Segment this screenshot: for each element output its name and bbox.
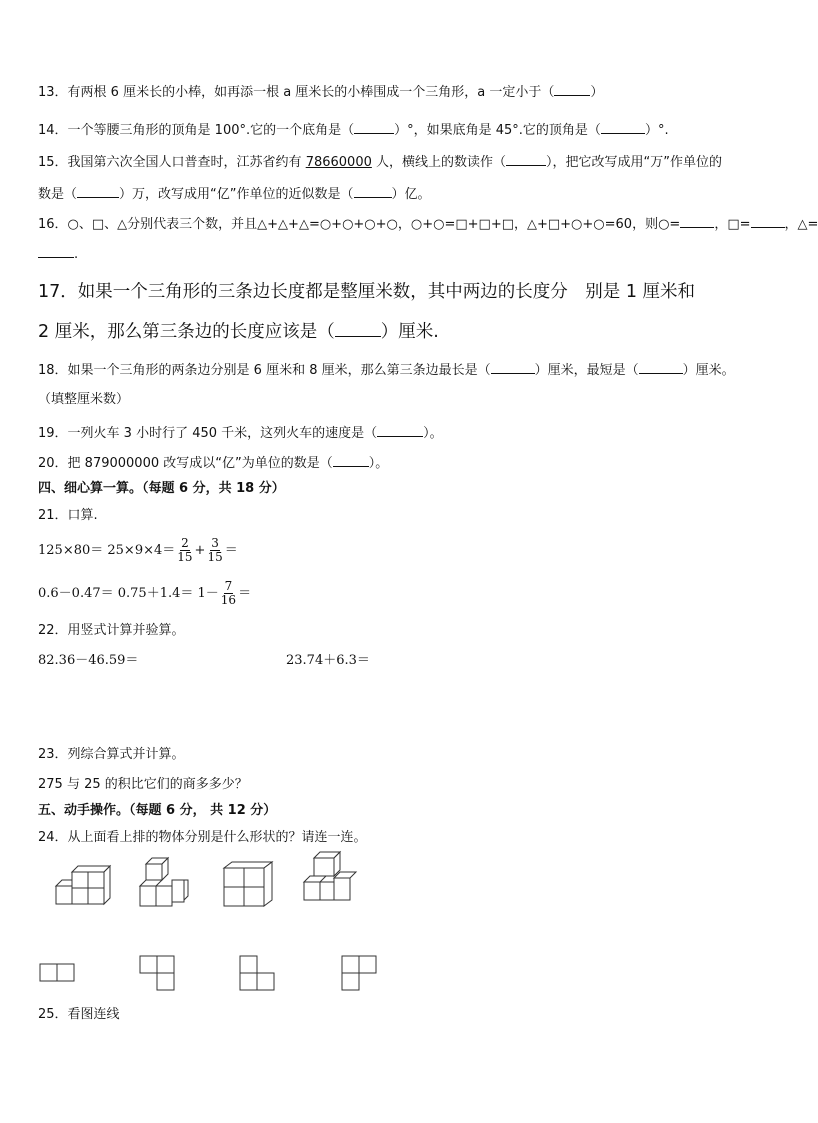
question-21-title: 21．口算.: [38, 508, 98, 523]
question-22-expr-1: 82.36－46.59＝: [38, 653, 139, 668]
section-4-heading: 四、细心算一算。（每题 6 分，共 18 分）: [38, 481, 285, 496]
question-23-title: 23．列综合算式并计算。: [38, 747, 185, 762]
question-23-text: 275 与 25 的积比它们的商多多少？: [38, 777, 248, 792]
top-view-shape-1: [38, 962, 78, 984]
answer-blank[interactable]: [354, 122, 394, 134]
answer-blank[interactable]: [335, 321, 381, 337]
question-17: 17．如果一个三角形的三条边长度都是整厘米数，其中两边的长度分 别是 1 厘米和: [38, 282, 696, 302]
question-24-title: 24．从上面看上排的物体分别是什么形状的？请连一连。: [38, 830, 367, 845]
question-14: 14．一个等腰三角形的顶角是 100°.它的一个底角是（ ）°，如果底角是 45°.它的顶角是（ ）°.: [38, 123, 669, 138]
answer-blank[interactable]: [333, 455, 369, 467]
cube-stack-figure-2: [132, 856, 192, 912]
question-21-row-1: 125×80＝ 25×9×4＝ $\frac{2}{15}$ + $\frac{3}{15}$ ＝: [38, 536, 238, 564]
answer-blank[interactable]: [601, 122, 645, 134]
question-16-line-2: .: [38, 246, 78, 263]
question-15-line-2: 数是（ ）万，改写成用“亿”作单位的近似数是（ ）亿。: [38, 187, 431, 202]
top-view-shape-4: [340, 954, 380, 994]
question-20: 20．把 879000000 改写成以“亿”为单位的数是（ ）。: [38, 456, 389, 471]
cube-stack-figure-3: [220, 858, 276, 910]
question-15: 15．我国第六次全国人口普查时，江苏省约有 78660000 人，横线上的数读作（ ），把它改写成用“万”作单位的: [38, 155, 722, 170]
population-number: 78660000: [305, 155, 372, 170]
question-16: 16．○、□、△分别代表三个数，并且△+△+△=○+○+○+○，○+○=□+□+□，△+□+○+○=60，则○= ，□= ，△=: [38, 217, 818, 232]
answer-blank[interactable]: [554, 84, 590, 96]
answer-blank[interactable]: [491, 362, 535, 374]
answer-blank[interactable]: [377, 425, 423, 437]
question-13: 13．有两根 6 厘米长的小棒，如再添一根 a 厘米长的小棒围成一个三角形，a 一定小于（ ）: [38, 85, 604, 100]
question-17-line-2: 2 厘米，那么第三条边的长度应该是（ ）厘米.: [38, 322, 439, 342]
fraction: $\frac{7}{16}$: [220, 579, 237, 607]
question-22-title: 22．用竖式计算并验算。: [38, 623, 185, 638]
section-5-heading: 五、动手操作。（每题 6 分， 共 12 分）: [38, 803, 277, 818]
top-view-shape-2: [138, 954, 178, 994]
answer-blank[interactable]: [354, 186, 392, 198]
cube-stack-figure-1: [52, 858, 112, 908]
answer-blank[interactable]: [639, 362, 683, 374]
question-22-expr-2: 23.74＋6.3＝: [286, 653, 370, 668]
question-21-row-2: 0.6－0.47＝ 0.75＋1.4＝ 1－ $\frac{7}{16}$ ＝: [38, 579, 252, 607]
question-18-note: （填整厘米数）: [38, 392, 130, 407]
answer-blank[interactable]: [38, 246, 74, 258]
answer-blank[interactable]: [751, 216, 785, 228]
answer-blank[interactable]: [77, 186, 119, 198]
question-25-title: 25．看图连线: [38, 1007, 120, 1022]
cube-stack-figure-4: [300, 852, 356, 908]
question-19: 19．一列火车 3 小时行了 450 千米，这列火车的速度是（ ）。: [38, 426, 443, 441]
answer-blank[interactable]: [506, 154, 546, 166]
question-18: 18．如果一个三角形的两条边分别是 6 厘米和 8 厘米，那么第三条边最长是（ ）厘米，最短是（ ）厘米。: [38, 363, 735, 378]
fraction: $\frac{3}{15}$: [207, 536, 223, 564]
top-view-shape-3: [238, 954, 278, 994]
answer-blank[interactable]: [680, 216, 714, 228]
fraction: $\frac{2}{15}$: [177, 536, 193, 564]
